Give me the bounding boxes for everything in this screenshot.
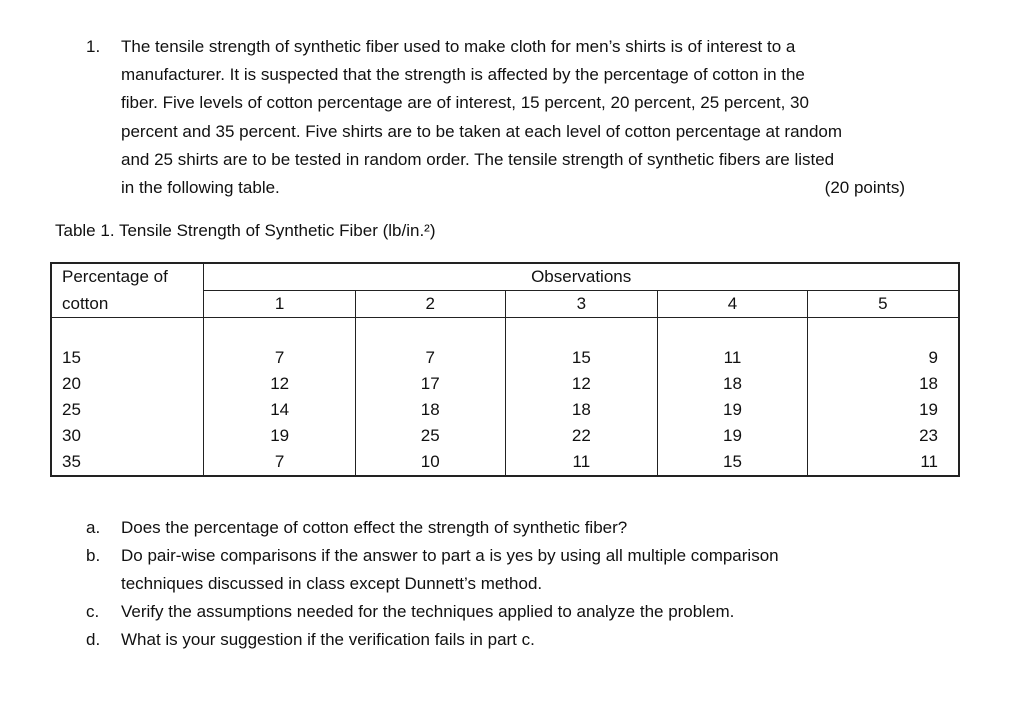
question-letter: b. — [86, 546, 101, 565]
row-label: 25 — [51, 397, 204, 423]
table-cell: 19 — [658, 397, 808, 423]
question-text: Do pair-wise comparisons if the answer to part a is yes by using all multiple comparison — [121, 546, 779, 565]
data-table — [50, 262, 960, 477]
row-label: 35 — [51, 449, 204, 476]
table-row — [51, 397, 959, 423]
table-cell: 12 — [505, 371, 658, 397]
row-label: 20 — [51, 371, 204, 397]
problem-line: manufacturer. It is suspected that the strength is affected by the percentage of cotton in the — [121, 65, 805, 85]
last-line-row — [121, 174, 961, 202]
table-row — [51, 371, 959, 397]
problem-line: percent and 35 percent. Five shirts are to be taken at each level of cotton percentage at random — [121, 121, 843, 141]
table-cell: 14 — [204, 397, 356, 423]
question-text: Does the percentage of cotton effect the strength of synthetic fiber? — [121, 518, 628, 537]
table-cell: 7 — [355, 318, 505, 372]
table-row — [51, 449, 959, 476]
table-cell: 7 — [204, 449, 356, 476]
problem-statement — [121, 33, 961, 202]
header-row — [51, 263, 959, 291]
row-header: Percentage of — [51, 263, 204, 291]
table-cell: 9 — [807, 318, 959, 372]
table-cell: 12 — [204, 371, 356, 397]
problem-line: The tensile strength of synthetic fiber used to make cloth for men’s shirts is of interest to a — [121, 37, 796, 56]
column-header: 1 — [204, 291, 356, 318]
table-cell: 11 — [807, 449, 959, 476]
table-cell: 11 — [658, 318, 808, 372]
question-letter: c. — [86, 602, 100, 621]
table-cell: 18 — [658, 371, 808, 397]
question-letter: d. — [86, 630, 101, 649]
table-cell: 23 — [807, 423, 959, 449]
table-cell: 10 — [355, 449, 505, 476]
table-cell: 18 — [355, 397, 505, 423]
problem-line: fiber. Five levels of cotton percentage are of interest, 15 percent, 20 percent, 25 percent, 30 — [121, 93, 809, 113]
row-label: 30 — [51, 423, 204, 449]
table-caption: Table 1. Tensile Strength of Synthetic Fiber (lb/in.²) — [55, 221, 436, 240]
column-header: 3 — [505, 291, 658, 318]
problem-number: 1. — [86, 37, 101, 56]
header-row — [51, 291, 959, 318]
table-cell: 18 — [505, 397, 658, 423]
column-header: 5 — [807, 291, 959, 318]
group-header: Observations — [204, 263, 959, 291]
question-text: What is your suggestion if the verification fails in part c. — [121, 630, 535, 649]
table-row — [51, 318, 959, 372]
table-cell: 18 — [807, 371, 959, 397]
column-header: 4 — [658, 291, 808, 318]
question-text: techniques discussed in class except Dunnett’s method. — [121, 574, 543, 593]
table-cell: 15 — [505, 318, 658, 372]
question-text: Verify the assumptions needed for the techniques applied to analyze the problem. — [121, 602, 735, 621]
points-label: (20 points) — [824, 178, 905, 198]
table-cell: 17 — [355, 371, 505, 397]
table-cell: 11 — [505, 449, 658, 476]
table-cell: 15 — [658, 449, 808, 476]
column-header: 2 — [355, 291, 505, 318]
table-cell: 19 — [658, 423, 808, 449]
question-letter: a. — [86, 518, 101, 537]
table-cell: 19 — [204, 423, 356, 449]
table-cell: 19 — [807, 397, 959, 423]
table-cell: 22 — [505, 423, 658, 449]
table-cell: 7 — [204, 318, 356, 372]
problem-line: and 25 shirts are to be tested in random order. The tensile strength of synthetic fibers are listed — [121, 149, 835, 169]
row-header: cotton — [51, 291, 204, 318]
problem-line: in the following table. — [121, 178, 280, 198]
table-row — [51, 423, 959, 449]
table-cell: 25 — [355, 423, 505, 449]
row-label: 15 — [51, 318, 204, 372]
